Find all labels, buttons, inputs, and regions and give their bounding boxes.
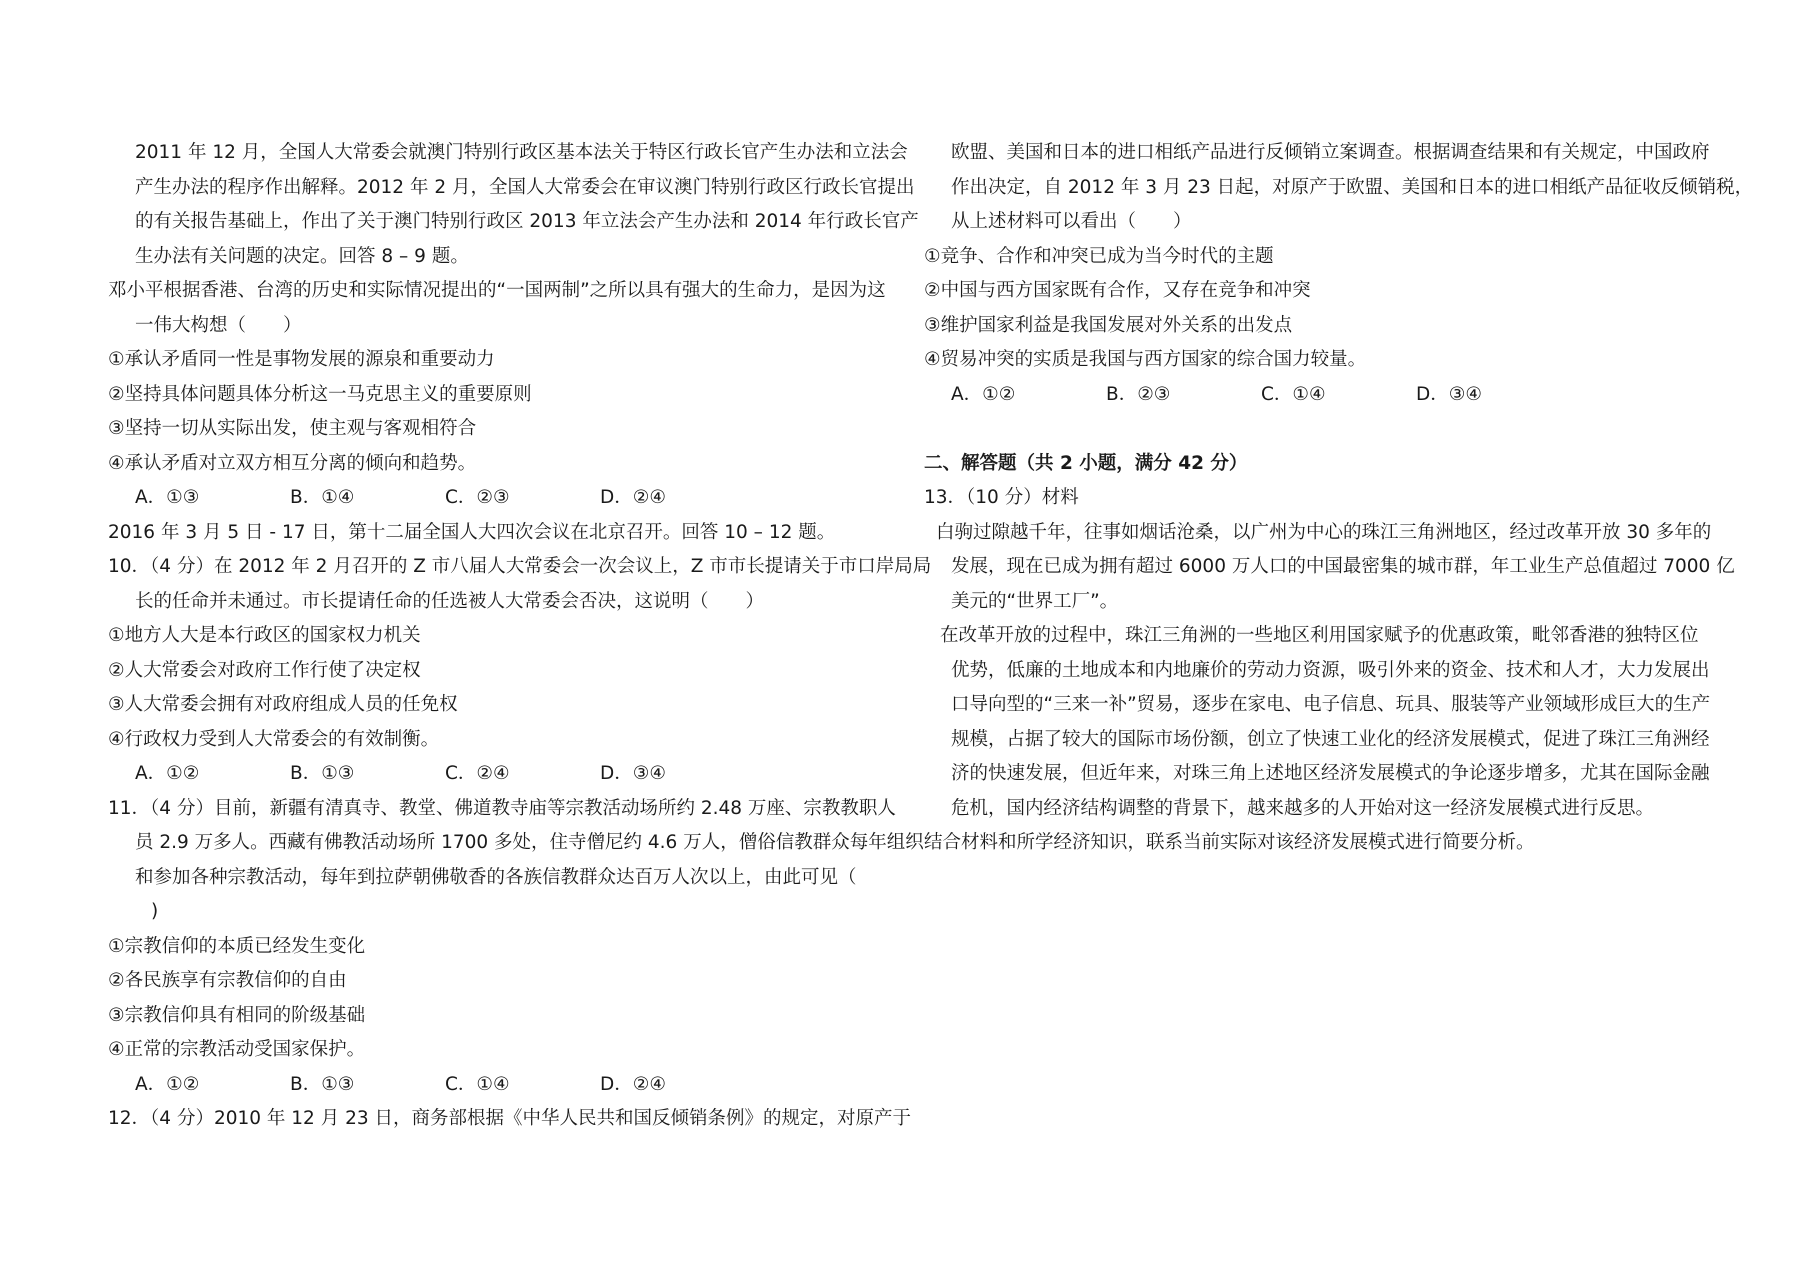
option-c: C．①④ <box>1261 383 1326 405</box>
question-stem: 欧盟、美国和日本的进口相纸产品进行反倾销立案调查。根据调查结果和有关规定，中国政府 <box>951 142 1710 163</box>
choice-item: ②各民族享有宗教信仰的自由 <box>108 970 347 991</box>
text-line: 生办法有关问题的决定。回答 8 – 9 题。 <box>135 245 469 267</box>
option-b: B．①③ <box>290 763 355 784</box>
answer-options <box>924 378 1724 413</box>
choice-item: ④贸易冲突的实质是我国与西方国家的综合国力较量。 <box>924 349 1367 370</box>
question-stem: 邓小平根据香港、台湾的历史和实际情况提出的“一国两制”之所以具有强大的生命力，是因为这 <box>108 280 886 301</box>
option-b: B．②③ <box>1106 383 1171 405</box>
question-12-continued <box>924 136 1754 412</box>
choice-item: ②坚持具体问题具体分析这一马克思主义的重要原则 <box>108 383 532 405</box>
option-c: C．②③ <box>445 487 510 508</box>
question-stem: 从上述材料可以看出（ ） <box>951 211 1192 232</box>
intro-passage-2: 2016 年 3 月 5 日 - 17 日，第十二届全国人大四次会议在北京召开。回答 10 – 12 题。 <box>108 521 836 543</box>
material-paragraph-1: 美元的“世界工厂”。 <box>951 590 1119 612</box>
left-column <box>108 136 932 1137</box>
answer-options <box>108 481 903 516</box>
question-label: 13．（10 分）材料 <box>924 487 1079 508</box>
material-paragraph-2: 济的快速发展，但近年来，对珠三角上述地区经济发展模式的争论逐步增多，尤其在国际金融 <box>951 763 1710 784</box>
material-paragraph-2: 规模，占据了较大的国际市场份额，创立了快速工业化的经济发展模式，促进了珠江三角洲经 <box>951 728 1710 750</box>
question-task: 结合材料和所学经济知识，联系当前实际对该经济发展模式进行简要分析。 <box>924 832 1535 853</box>
material-paragraph-2: 优势，低廉的土地成本和内地廉价的劳动力资源，吸引外来的资金、技术和人才，大力发展出 <box>951 659 1710 681</box>
choice-item: ③坚持一切从实际出发，使主观与客观相符合 <box>108 418 477 439</box>
option-d: D．③④ <box>1416 383 1482 405</box>
question-stem: 11．（4 分）目前，新疆有清真寺、教堂、佛道教寺庙等宗教活动场所约 2.48 万座、宗教教职人 <box>108 797 896 819</box>
text-line: 的有关报告基础上，作出了关于澳门特别行政区 2013 年立法会产生办法和 2014 年行政长官产 <box>135 211 919 232</box>
question-10 <box>108 550 932 792</box>
question-11 <box>108 792 924 1103</box>
question-stem: 长的任命并未通过。市长提请任命的任选被人大常委会否决，这说明（ ） <box>135 590 765 612</box>
question-stem: 作出决定，自 2012 年 3 月 23 日起，对原产于欧盟、美国和日本的进口相纸产品征收反倾销税， <box>951 176 1754 198</box>
choice-item: ④承认矛盾对立双方相互分离的倾向和趋势。 <box>108 452 477 474</box>
question-stem: 10．（4 分）在 2012 年 2 月召开的 Z 市八届人大常委会一次会议上，Z 市市长提请关于市口岸局局 <box>108 556 932 577</box>
option-d: D．③④ <box>600 763 666 784</box>
option-d: D．②④ <box>600 1073 666 1095</box>
choice-item: ③人大常委会拥有对政府组成人员的任免权 <box>108 694 458 715</box>
choice-item: ①竞争、合作和冲突已成为当今时代的主题 <box>924 245 1274 267</box>
choice-item: ②人大常委会对政府工作行使了决定权 <box>108 659 421 681</box>
right-column <box>924 136 1754 861</box>
choice-item: ③宗教信仰具有相同的阶级基础 <box>108 1004 366 1026</box>
option-a: A．①② <box>135 763 200 784</box>
section-heading: 二、解答题（共 2 小题，满分 42 分） <box>924 452 1248 474</box>
choice-item: ①地方人大是本行政区的国家权力机关 <box>108 625 421 646</box>
option-a: A．①② <box>951 383 1016 405</box>
question-12-stem: 12．（4 分）2010 年 12 月 23 日，商务部根据《中华人民共和国反倾销条例》的规定，对原产于 <box>108 1108 912 1129</box>
choice-item: ①承认矛盾同一性是事物发展的源泉和重要动力 <box>108 349 495 370</box>
spacer <box>924 412 1724 447</box>
option-a: A．①② <box>135 1073 200 1095</box>
text-line: 产生办法的程序作出解释。2012 年 2 月，全国人大常委会在审议澳门特别行政区行政长官提出 <box>135 176 915 198</box>
material-paragraph-2: 口导向型的“三来一补”贸易，逐步在家电、电子信息、玩具、服装等产业领域形成巨大的生产 <box>951 694 1711 715</box>
question-stem: 一伟大构想（ ） <box>135 314 302 336</box>
question-stem: 和参加各种宗教活动，每年到拉萨朝佛敬香的各族信教群众达百万人次以上，由此可见（ <box>135 866 857 888</box>
text-line: 2011 年 12 月，全国人大常委会就澳门特别行政区基本法关于特区行政长官产生办法和立法会 <box>135 142 908 163</box>
choice-item: ②中国与西方国家既有合作，又存在竞争和冲突 <box>924 280 1311 301</box>
answer-options <box>108 757 903 792</box>
option-b: B．①③ <box>290 1073 355 1095</box>
choice-item: ④行政权力受到人大常委会的有效制衡。 <box>108 728 440 750</box>
answer-options <box>108 1068 903 1103</box>
question-stem: 员 2.9 万多人。西藏有佛教活动场所 1700 多处，住寺僧尼约 4.6 万人，僧俗信教群众每年组织 <box>135 832 924 853</box>
material-paragraph-2: 危机，国内经济结构调整的背景下，越来越多的人开始对这一经济发展模式进行反思。 <box>951 797 1655 819</box>
option-c: C．①④ <box>445 1073 510 1095</box>
option-b: B．①④ <box>290 487 355 508</box>
question-stem: ) <box>151 901 159 922</box>
intro-passage <box>108 136 919 274</box>
question-13 <box>924 481 1735 861</box>
choice-item: ③维护国家利益是我国发展对外关系的出发点 <box>924 314 1293 336</box>
choice-item: ①宗教信仰的本质已经发生变化 <box>108 935 366 957</box>
material-paragraph-1: 发展，现在已成为拥有超过 6000 万人口的中国最密集的城市群，年工业生产总值超过 7000 亿 <box>951 556 1735 577</box>
option-a: A．①③ <box>135 487 200 508</box>
question-9 <box>108 274 903 516</box>
option-c: C．②④ <box>445 763 510 784</box>
option-d: D．②④ <box>600 487 666 508</box>
material-paragraph-1: 白驹过隙越千年，往事如烟话沧桑，以广州为中心的珠江三角洲地区，经过改革开放 30 多年的 <box>936 521 1712 543</box>
material-paragraph-2: 在改革开放的过程中，珠江三角洲的一些地区利用国家赋予的优惠政策，毗邻香港的独特区位 <box>940 625 1699 646</box>
choice-item: ④正常的宗教活动受国家保护。 <box>108 1039 366 1060</box>
